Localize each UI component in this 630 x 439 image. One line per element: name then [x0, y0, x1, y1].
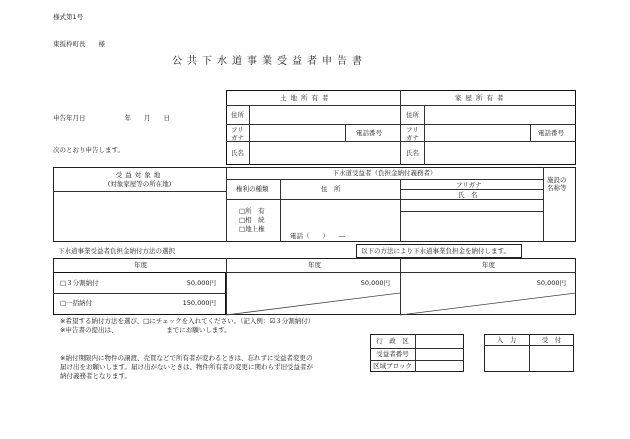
land-name-label: 氏名 [231, 149, 244, 157]
land-phone-label: 電話番号 [356, 129, 382, 137]
house-owner-header: 家屋所有者 [455, 94, 508, 102]
note-transfer-line2: 届け出をお願いします。届け出がないときは、物件所有者の変更に関わらず旧受益者が [60, 363, 313, 371]
payment-method-header: 下水道事業受益者負担金納付方法の選択 [58, 247, 175, 255]
input-stamp-label: 入 力 [496, 336, 517, 344]
receipt-stamp-label: 受 付 [541, 336, 562, 344]
year-label-1: 年度 [134, 261, 147, 269]
facility-label: 施設の 名称等 [547, 176, 567, 193]
house-furigana-label: フリ ガナ [406, 126, 419, 142]
house-name-label: 氏名 [406, 149, 419, 157]
installment-amount: 50,000円 [186, 279, 216, 287]
form-number: 様式第1号 [53, 13, 84, 21]
beneficiary-address-label: 住 所 [321, 185, 341, 193]
year-label-3: 年度 [482, 261, 495, 269]
addressee: 東扳枠町長 様 [53, 40, 105, 48]
rights-option-inheritance[interactable]: □相 続 [239, 216, 265, 224]
year-label-2: 年度 [308, 261, 321, 269]
year3-amount: 50,000円 [536, 279, 566, 287]
date-label: 申告年月日 年 月 日 [53, 114, 170, 122]
beneficiary-phone: 電話（ ） ― [290, 232, 346, 240]
page-title: 公共下水道事業受益者申告書 [172, 56, 367, 67]
note-submission-deadline: ※申告書の提出は、 までにお願いします。 [60, 326, 231, 334]
beneficiary-name-label: 氏 名 [458, 191, 478, 199]
rights-option-surface-right[interactable]: □地上権 [239, 225, 265, 233]
beneficiary-header: 下水道受益者（負担金納付義務者） [332, 169, 437, 177]
house-phone-label: 電話番号 [538, 129, 564, 137]
land-furigana-label: フリ ガナ [231, 126, 244, 142]
installment-option[interactable]: □３分割納付 [60, 279, 99, 287]
lump-sum-option[interactable]: □一括納付 [60, 299, 93, 307]
declare-text: 次のとおり申告します。 [53, 146, 124, 154]
area-block-label: 区域ブロック [373, 362, 412, 370]
house-address-label: 住所 [406, 111, 419, 119]
note-transfer-line3: 納付義務者となります。 [60, 372, 131, 380]
beneficiary-number-label: 受益者番号 [376, 350, 409, 358]
rights-option-ownership[interactable]: □所 有 [239, 207, 265, 215]
rights-label: 権利の種類 [236, 185, 269, 193]
land-address-label: 住所 [231, 111, 244, 119]
payment-notice-text: 以下の方法により下水道事業負担金を納付します。 [361, 247, 510, 255]
lump-sum-amount: 150,000円 [182, 299, 216, 307]
gyosei-ku-label: 行 政 区 [376, 337, 409, 345]
year2-amount: 50,000円 [360, 279, 390, 287]
note-checkbox-instruction: ※希望する納付方法を選び、□にチェックを入れてください。（記入例：☑３分割納付） [60, 317, 315, 325]
note-transfer-line1: ※納付期限内に物件の譲渡、売買などで所有者が変わるときは、忘れずに受益者変更の [60, 354, 313, 362]
location-label: 受益対象地 [115, 171, 164, 179]
location-sub-label: (対象家屋等の所在地) [107, 180, 172, 188]
beneficiary-furigana-label: フリガナ [456, 181, 482, 189]
land-owner-header: 土地所有者 [280, 94, 333, 102]
